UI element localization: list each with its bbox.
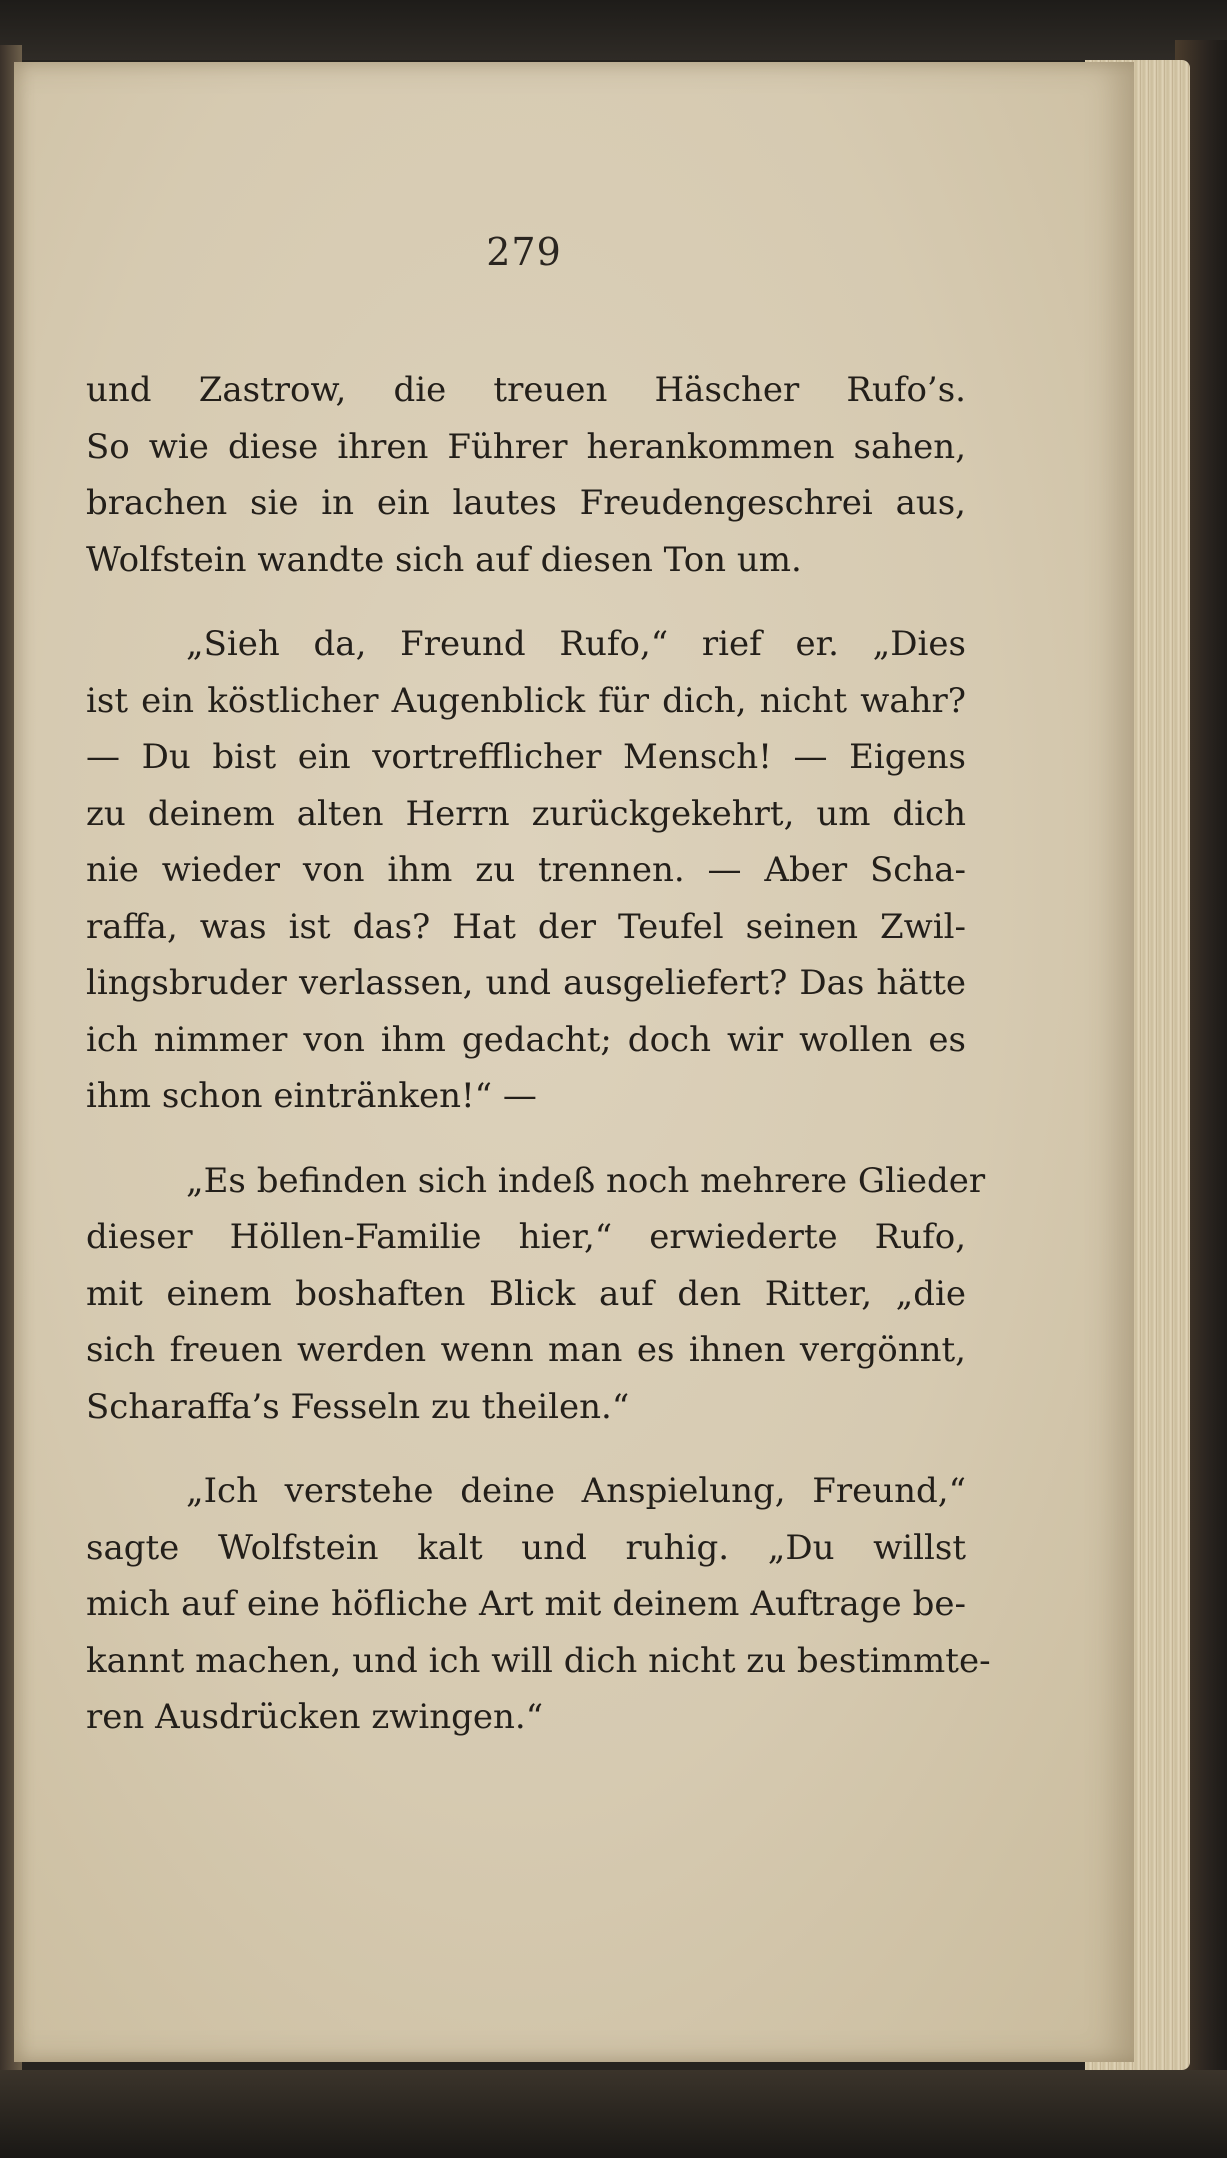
page-number: 279	[486, 230, 562, 274]
page-text	[86, 362, 991, 1746]
text-line: lingsbruder verlassen, und ausgeliefert? Das hätte	[86, 963, 966, 1003]
text-line: „Ich verstehe deine Anspielung, Freund,“	[186, 1471, 966, 1511]
text-line: So wie diese ihren Führer herankommen sahen,	[86, 426, 966, 467]
text-line: Wolfstein wandte sich auf diesen Ton um.	[86, 539, 802, 580]
text-line: nie wieder von ihm zu trennen. — Aber Scha-	[86, 850, 966, 890]
text-line: kannt machen, und ich will dich nicht zu bestimmte-	[86, 1640, 991, 1681]
paragraph-2	[86, 616, 966, 1125]
text-line: „Sieh da, Freund Rufo,“ rief er. „Dies	[186, 624, 966, 664]
text-line: sagte Wolfstein kalt und ruhig. „Du willst	[86, 1527, 966, 1568]
text-line: ren Ausdrücken zwingen.“	[86, 1697, 544, 1737]
paragraph-1	[86, 362, 966, 588]
paragraph-4	[86, 1463, 991, 1746]
scan-top-edge	[0, 0, 1227, 60]
text-line: raffa, was ist das? Hat der Teufel seinen Zwil-	[86, 906, 966, 947]
text-line: sich freuen werden wenn man es ihnen vergönnt,	[86, 1330, 966, 1370]
text-line: ich nimmer von ihm gedacht; doch wir wollen es	[86, 1019, 966, 1060]
text-line: mit einem boshaften Blick auf den Ritter, „die	[86, 1273, 966, 1314]
text-line: ist ein köstlicher Augenblick für dich, nicht wahr?	[86, 680, 966, 721]
text-line: mich auf eine höfliche Art mit deinem Auftrage be-	[86, 1584, 966, 1624]
text-line: Scharaffa’s Fesseln zu theilen.“	[86, 1386, 630, 1427]
text-line: und Zastrow, die treuen Häscher Rufo’s.	[86, 370, 966, 410]
paragraph-3	[86, 1153, 986, 1436]
text-line: brachen sie in ein lautes Freudengeschrei aus,	[86, 483, 966, 523]
text-line: ihm schon eintränken!“ —	[86, 1076, 537, 1116]
book-page	[14, 62, 1134, 2062]
text-line: zu deinem alten Herrn zurückgekehrt, um dich	[86, 793, 966, 834]
text-line: „Es befinden sich indeß noch mehrere Glieder	[186, 1160, 986, 1201]
text-line: — Du bist ein vortrefflicher Mensch! — Eigens	[86, 737, 966, 777]
scan-bottom-edge	[0, 2070, 1227, 2158]
text-line: dieser Höllen-Familie hier,“ erwiederte Rufo,	[86, 1217, 966, 1257]
